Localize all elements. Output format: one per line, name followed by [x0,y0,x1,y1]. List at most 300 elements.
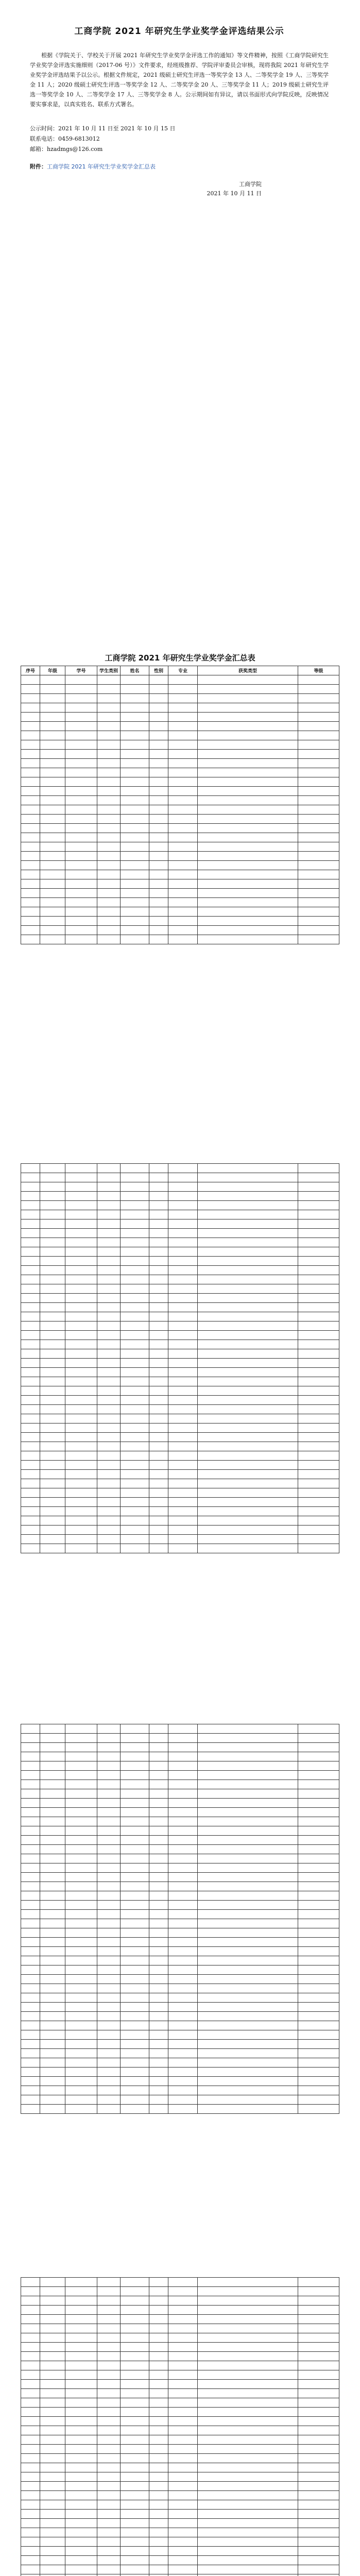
table-cell [198,2445,298,2454]
table-cell [65,2537,97,2547]
table-row [21,1799,339,1808]
table-cell [40,1947,65,1956]
table-cell [298,861,339,870]
table-cell [298,2296,339,2306]
table-cell [97,1854,121,1863]
table-cell [21,935,40,944]
table-cell [97,2343,121,2352]
table-cell [21,1544,40,1553]
table-cell [65,1479,97,1488]
table-cell [97,1891,121,1901]
table-cell [121,694,149,703]
table-cell [168,2574,198,2576]
table-cell [298,1965,339,1975]
table-row [21,2040,339,2049]
table-cell [40,787,65,796]
table-cell [168,1516,198,1526]
table-cell [149,1451,168,1461]
table-cell [40,2030,65,2040]
table-cell [21,2519,40,2528]
table-cell [65,2472,97,2482]
table-cell [298,2315,339,2324]
table-cell [121,1470,149,1479]
table-row [21,1873,339,1882]
table-cell [149,1771,168,1780]
table-cell [97,1863,121,1873]
table-cell [21,1479,40,1488]
table-cell [21,1799,40,1808]
table-cell [21,1836,40,1845]
table-cell [97,2445,121,2454]
table-cell [121,1845,149,1854]
table-cell [121,805,149,815]
table-cell [21,2030,40,2040]
table-cell [21,1516,40,1526]
summary-table-title: 工商学院 2021 年研究生学业奖学金汇总表 [105,653,255,663]
table-cell [65,768,97,777]
table-cell [121,1479,149,1488]
table-cell [97,2086,121,2095]
table-cell [149,777,168,787]
table-cell [298,926,339,935]
table-cell [65,879,97,889]
table-row [21,2086,339,2095]
table-cell [40,2389,65,2398]
table-cell [149,2306,168,2315]
table-cell [198,1743,298,1752]
table-cell [97,1257,121,1266]
table-cell [198,2500,298,2510]
table-row [21,1266,339,1275]
table-cell [97,889,121,898]
table-cell [21,2058,40,2067]
table-cell [21,1368,40,1377]
table-cell [40,1808,65,1817]
table-cell [149,2012,168,2021]
table-cell [298,2472,339,2482]
table-cell [149,1396,168,1405]
table-cell [298,824,339,833]
table-cell [40,926,65,935]
table-cell [65,815,97,824]
table-cell [298,1873,339,1882]
table-cell [198,1359,298,1368]
table-cell [198,1984,298,1993]
table-cell [168,1919,198,1928]
table-cell [168,1229,198,1238]
table-cell [40,1956,65,1965]
table-cell [121,1808,149,1817]
table-row [21,2463,339,2472]
table-cell [65,1761,97,1771]
table-cell [65,1910,97,1919]
table-cell [97,907,121,917]
table-cell [298,2510,339,2519]
table-row [21,1238,339,1247]
table-cell [149,2426,168,2435]
table-cell [65,694,97,703]
table-cell [149,703,168,713]
table-cell [149,1544,168,1553]
table-row [21,2012,339,2021]
table-cell [40,1433,65,1442]
table-cell [121,1910,149,1919]
table-cell [149,768,168,777]
table-cell [298,1882,339,1891]
table-cell [21,2370,40,2380]
table-cell [65,1368,97,1377]
table-cell [168,1984,198,1993]
table-cell [40,1771,65,1780]
table-cell [40,1993,65,2003]
table-cell [65,731,97,740]
table-row [21,1275,339,1284]
table-cell [65,1442,97,1451]
table-cell [21,2278,40,2287]
table-cell [149,852,168,861]
table-cell [65,2556,97,2565]
table-cell [198,1164,298,1173]
table-cell [65,750,97,759]
table-cell [97,1734,121,1743]
table-cell [121,2435,149,2445]
table-cell [21,2086,40,2095]
table-cell [65,1780,97,1789]
table-cell [121,1919,149,1928]
table-cell [40,1210,65,1219]
table-cell [65,870,97,879]
table-row [21,2500,339,2510]
table-cell [149,2324,168,2333]
table-cell [97,1201,121,1210]
table-cell [40,2510,65,2519]
table-cell [298,1734,339,1743]
table-cell [40,2426,65,2435]
table-cell [198,2408,298,2417]
table-cell [65,1219,97,1229]
table-cell [21,2574,40,2576]
table-cell [168,1873,198,1882]
table-row [21,1928,339,1938]
table-cell [121,2361,149,2370]
table-row [21,879,339,889]
table-cell [65,1984,97,1993]
table-row [21,1470,339,1479]
table-cell [21,1826,40,1836]
table-cell [168,1975,198,1984]
table-row [21,1173,339,1182]
table-cell [198,796,298,805]
table-cell [168,1799,198,1808]
table-cell [21,842,40,852]
table-cell [198,2077,298,2086]
table-cell [65,2287,97,2296]
table-cell [149,842,168,852]
table-cell [298,2380,339,2389]
table-cell [298,907,339,917]
table-cell [65,1377,97,1386]
table-cell [65,2296,97,2306]
table-cell [121,2058,149,2067]
table-cell [97,1975,121,1984]
table-cell [97,1947,121,1956]
table-cell [65,2547,97,2556]
table-cell [40,694,65,703]
table-cell [97,1331,121,1340]
table-cell [198,2086,298,2095]
table-cell [149,2361,168,2370]
table-cell [198,2370,298,2380]
table-cell [149,1910,168,1919]
table-cell [198,1377,298,1386]
table-cell [149,1321,168,1331]
table-cell [40,1526,65,1535]
table-cell [149,1238,168,1247]
table-row [21,1993,339,2003]
table-row [21,1433,339,1442]
table-cell [168,861,198,870]
table-cell [65,2500,97,2510]
table-cell [65,2105,97,2114]
table-cell [168,1303,198,1312]
table-cell [97,2352,121,2361]
table-cell [168,1192,198,1201]
table-cell [97,1993,121,2003]
table-cell [65,1266,97,1275]
table-cell [97,2003,121,2012]
table-cell [97,750,121,759]
table-cell [21,1761,40,1771]
table-cell [40,1266,65,1275]
table-cell [21,787,40,796]
table-cell [168,777,198,787]
table-cell [149,2095,168,2105]
table-cell [298,2547,339,2556]
table-cell [65,1433,97,1442]
table-cell [198,2049,298,2058]
table-cell [65,2021,97,2030]
table-row [21,1396,339,1405]
table-cell [121,2067,149,2077]
table-cell [21,1910,40,1919]
table-cell [298,1956,339,1965]
table-cell [298,1321,339,1331]
table-cell [121,833,149,842]
table-cell [65,2003,97,2012]
table-cell [21,879,40,889]
table-cell [298,1544,339,1553]
table-cell [65,2333,97,2343]
table-cell [149,1938,168,1947]
table-cell [65,713,97,722]
table-cell [97,675,121,685]
table-cell [65,1173,97,1182]
table-cell [149,2287,168,2296]
table-cell [21,750,40,759]
table-cell [121,2287,149,2296]
table-cell [198,2306,298,2315]
table-cell [168,2556,198,2565]
table-cell [298,1928,339,1938]
table-cell [149,1349,168,1359]
table-cell [40,2306,65,2315]
table-cell [65,2491,97,2500]
table-cell [21,852,40,861]
table-cell [121,1975,149,1984]
table-cell [168,2361,198,2370]
table-cell [121,1386,149,1396]
table-cell [298,2086,339,2095]
table-cell [121,2547,149,2556]
table-cell [198,2058,298,2067]
table-cell [21,2343,40,2352]
table-cell [198,731,298,740]
table-cell [21,2417,40,2426]
table-cell [121,2105,149,2114]
table-cell [198,2040,298,2049]
table-cell [168,1965,198,1975]
table-row [21,2343,339,2352]
table-cell [168,1312,198,1321]
table-cell [40,889,65,898]
table-row [21,917,339,926]
table-cell [149,2556,168,2565]
table-cell [168,1789,198,1799]
table-cell [198,2528,298,2537]
attachment-file-link[interactable]: 工商学院 2021 年研究生学业奖学金汇总表 [47,163,156,170]
table-cell [40,2058,65,2067]
table-cell [168,1359,198,1368]
table-cell [298,2370,339,2380]
table-row [21,2528,339,2537]
table-cell [97,2519,121,2528]
table-cell [40,1780,65,1789]
table-cell [97,2315,121,2324]
table-cell [168,1761,198,1771]
table-cell [149,907,168,917]
header-grade: 年级 [40,666,65,675]
table-cell [97,2426,121,2435]
table-cell [149,731,168,740]
table-cell [121,1863,149,1873]
table-cell [198,1368,298,1377]
table-cell [168,2040,198,2049]
table-cell [21,1238,40,1247]
table-cell [121,1984,149,1993]
table-cell [149,2077,168,2086]
table-cell [97,1386,121,1396]
table-cell [97,1544,121,1553]
header-major: 专业 [168,666,198,675]
table-cell [149,722,168,731]
table-cell [121,2380,149,2389]
table-cell [40,1965,65,1975]
table-cell [298,1331,339,1340]
table-cell [21,1257,40,1266]
table-cell [298,1377,339,1386]
table-cell [65,1724,97,1734]
table-cell [149,1229,168,1238]
table-cell [168,1507,198,1516]
table-cell [298,2482,339,2491]
table-cell [198,2463,298,2472]
table-cell [40,1451,65,1461]
table-cell [168,1257,198,1266]
table-cell [149,2003,168,2012]
table-cell [121,898,149,907]
table-cell [168,2408,198,2417]
table-cell [168,1544,198,1553]
table-cell [40,1173,65,1182]
table-cell [298,1724,339,1734]
table-cell [40,1359,65,1368]
table-cell [149,2454,168,2463]
table-row [21,2574,339,2576]
table-cell [198,1826,298,1836]
table-cell [121,1405,149,1414]
table-cell [97,2296,121,2306]
table-cell [40,1247,65,1257]
table-cell [149,2408,168,2417]
table-cell [149,889,168,898]
table-cell [121,1507,149,1516]
table-cell [97,685,121,694]
table-cell [198,1854,298,1863]
table-row [21,694,339,703]
table-cell [65,1544,97,1553]
table-cell [97,1275,121,1284]
table-cell [65,740,97,750]
table-cell [97,1442,121,1451]
table-cell [149,1863,168,1873]
table-cell [298,2333,339,2343]
table-cell [121,1312,149,1321]
table-cell [40,2380,65,2389]
table-cell [121,1321,149,1331]
table-cell [21,2500,40,2510]
table-cell [198,1229,298,1238]
table-cell [198,1873,298,1882]
table-cell [168,2454,198,2463]
table-cell [149,1752,168,1761]
table-cell [65,935,97,944]
table-cell [121,675,149,685]
table-cell [21,1386,40,1396]
table-cell [168,1349,198,1359]
table-cell [40,1882,65,1891]
table-cell [168,2510,198,2519]
table-cell [168,2482,198,2491]
notice-attachment[interactable] [30,162,329,172]
table-cell [149,879,168,889]
table-cell [121,2500,149,2510]
table-row [21,796,339,805]
table-cell [149,1845,168,1854]
table-cell [168,2012,198,2021]
table-cell [149,2049,168,2058]
table-cell [298,1854,339,1863]
table-cell [298,1761,339,1771]
table-cell [65,1928,97,1938]
table-cell [168,1488,198,1498]
table-cell [149,926,168,935]
table-cell [168,2352,198,2361]
table-cell [121,1377,149,1386]
table-cell [21,2408,40,2417]
table-row [21,2380,339,2389]
table-cell [40,685,65,694]
table-cell [198,2491,298,2500]
